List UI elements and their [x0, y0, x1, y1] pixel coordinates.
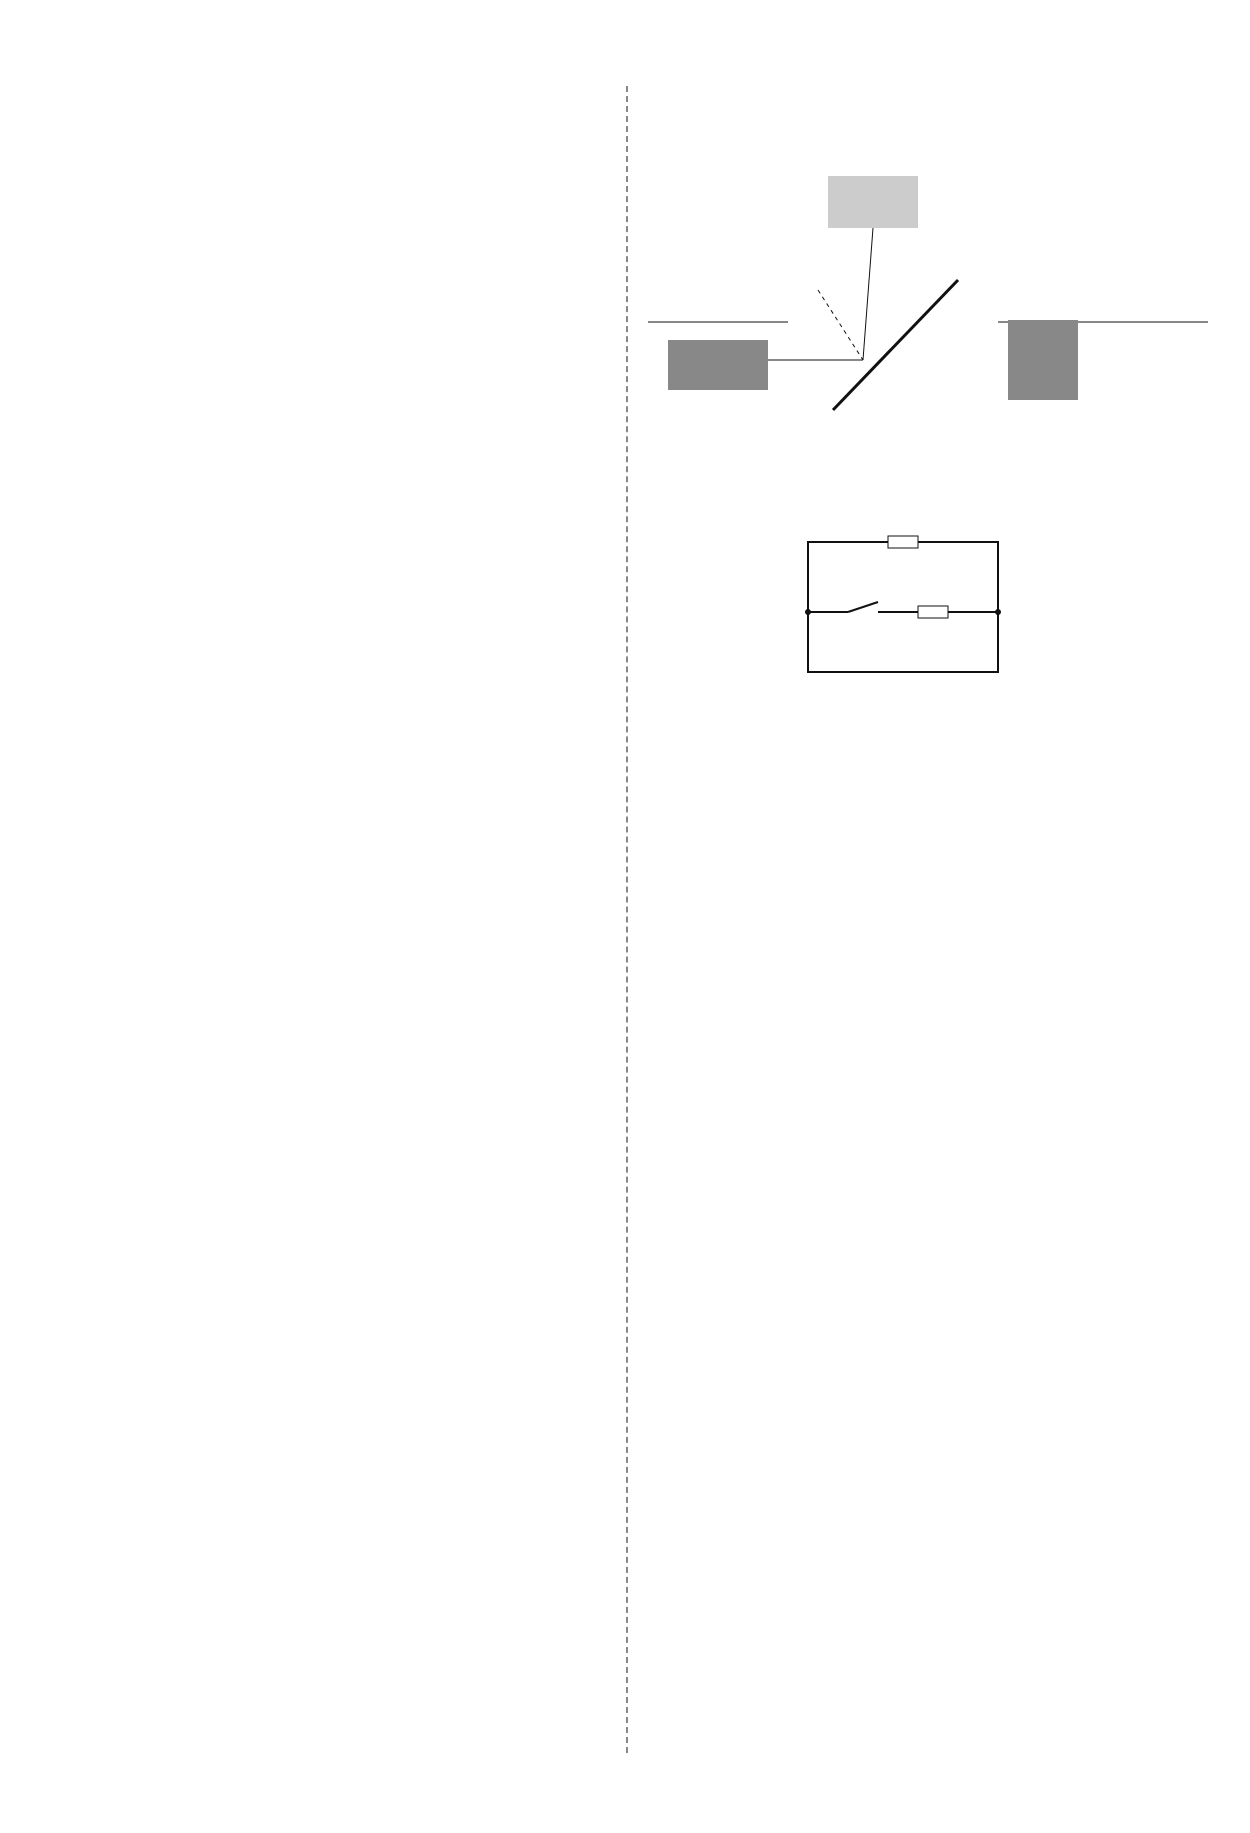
resistor-r1	[918, 606, 948, 618]
question-21	[648, 127, 1208, 432]
question-22	[648, 440, 1208, 477]
question-15	[52, 125, 612, 162]
soldier-right-image	[1008, 320, 1078, 400]
question-23	[648, 479, 1208, 694]
question-20	[648, 88, 1208, 125]
question-16	[52, 164, 612, 201]
soldier-left-image	[668, 340, 768, 390]
mirror-reflection-figure	[648, 170, 1208, 432]
bisector-line	[818, 290, 863, 360]
resistor-r2	[888, 536, 918, 548]
question-18	[52, 242, 612, 279]
drone-image	[828, 176, 918, 228]
switch-s2	[848, 602, 878, 612]
page-footer	[0, 1775, 1250, 1797]
column-divider	[626, 86, 628, 1753]
question-19	[52, 281, 612, 318]
question-14	[52, 86, 612, 123]
left-column	[52, 86, 612, 1753]
question-17	[52, 203, 612, 240]
reflected-ray	[863, 228, 873, 360]
right-column	[648, 86, 1208, 1753]
mirror-line	[833, 280, 958, 410]
circuit-diagram	[648, 522, 1208, 694]
